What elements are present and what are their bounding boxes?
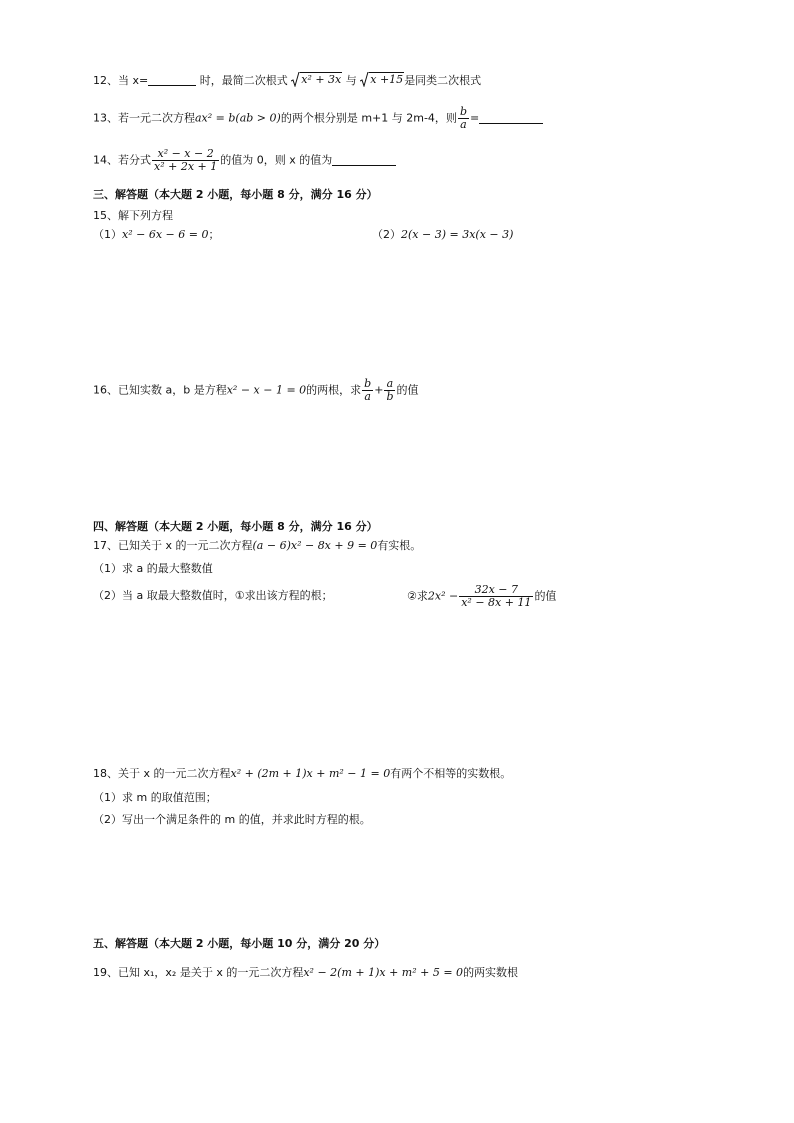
radical-2 <box>360 72 404 87</box>
section-heading-4: 四、解答题（本大题 2 小题，每小题 8 分，满分 16 分） <box>93 520 378 533</box>
fraction <box>152 148 219 173</box>
question-number: 13、 <box>93 111 118 125</box>
question-17-part-2: （2）当 a 取最大整数值时，①求出该方程的根； <box>93 589 333 602</box>
question-text: 已知关于 x 的一元二次方程 <box>118 539 253 552</box>
denominator: a <box>458 118 469 131</box>
question-text: 是同类二次根式 <box>404 74 482 87</box>
question-text: 的两个根分别是 m+1 与 2m-4，则 <box>280 111 457 125</box>
numerator: b <box>364 377 372 390</box>
numerator: x² − x − 2 <box>157 147 214 160</box>
part-label: （1） <box>93 228 122 241</box>
radicand: x +15 <box>370 73 404 86</box>
fraction <box>459 584 533 609</box>
plus-sign: + <box>374 383 384 397</box>
question-text: 解下列方程 <box>118 209 173 222</box>
denominator: b <box>386 390 394 403</box>
question-text: 已知实数 a，b 是方程 <box>118 383 227 397</box>
equation: (a − 6)x² − 8x + 9 = 0 <box>252 539 378 552</box>
question-text: 当 x= <box>118 74 149 87</box>
radical-1 <box>291 72 342 87</box>
question-number: 18、 <box>93 767 118 780</box>
question-19 <box>93 965 518 981</box>
radical-sign-icon <box>360 72 369 87</box>
equation: x² + (2m + 1)x + m² − 1 = 0 <box>230 767 391 780</box>
question-text: 有实根。 <box>377 539 422 552</box>
question-17 <box>93 538 421 554</box>
question-14 <box>93 148 396 173</box>
question-number: 12、 <box>93 74 118 87</box>
punctuation: ； <box>208 228 220 241</box>
question-text: 与 <box>345 74 357 87</box>
question-15-part-1 <box>93 227 219 243</box>
denominator: a <box>362 390 373 403</box>
fraction <box>362 378 373 403</box>
question-number: 19、 <box>93 966 118 979</box>
question-17-part-1: （1）求 a 的最大整数值 <box>93 562 213 575</box>
question-18 <box>93 766 511 782</box>
numerator: 32x − 7 <box>474 583 519 596</box>
question-text: 的两根，求 <box>306 383 362 397</box>
question-15-part-2 <box>372 227 513 243</box>
question-15 <box>93 208 173 224</box>
part-label: （2） <box>372 228 401 241</box>
equation: x² − 2(m + 1)x + m² + 5 = 0 <box>303 966 464 979</box>
question-text: 的两实数根 <box>463 966 519 979</box>
answer-blank <box>332 154 396 166</box>
numerator: a <box>386 377 394 390</box>
question-number: 16、 <box>93 383 118 397</box>
question-number: 15、 <box>93 209 118 222</box>
question-text: 的值 <box>396 383 419 397</box>
question-number: 17、 <box>93 539 118 552</box>
question-18-part-2: （2）写出一个满足条件的 m 的值，并求此时方程的根。 <box>93 813 371 826</box>
expression: 2x² − <box>427 589 459 603</box>
equation: x² − 6x − 6 = 0 <box>122 228 209 241</box>
question-16 <box>93 378 418 403</box>
denominator: x² − 8x + 11 <box>461 596 532 609</box>
question-17-part-2b <box>407 584 556 609</box>
question-text: 已知 x₁，x₂ 是关于 x 的一元二次方程 <box>118 966 304 979</box>
question-text: 若分式 <box>118 153 151 167</box>
question-text: 的值 <box>534 589 557 603</box>
question-number: 14、 <box>93 153 118 167</box>
radicand: x² + 3x <box>301 73 342 86</box>
fraction <box>384 378 395 403</box>
question-text: 时，最简二次根式 <box>196 74 288 87</box>
fraction <box>458 106 469 131</box>
question-18-part-1: （1）求 m 的取值范围； <box>93 791 217 804</box>
numerator: b <box>459 105 467 118</box>
section-heading-5: 五、解答题（本大题 2 小题，每小题 10 分，满分 20 分） <box>93 937 386 950</box>
equation: ax² = b(ab > 0) <box>195 111 281 125</box>
equation: x² − x − 1 = 0 <box>226 383 307 397</box>
question-text: 的值为 0，则 x 的值为 <box>220 153 333 167</box>
question-text: 有两个不相等的实数根。 <box>390 767 512 780</box>
question-text: ②求 <box>407 589 428 603</box>
denominator: x² + 2x + 1 <box>154 160 218 173</box>
radical-sign-icon <box>291 72 300 87</box>
question-13 <box>93 106 543 131</box>
answer-blank <box>479 112 543 124</box>
equals-sign: = <box>469 111 480 125</box>
question-text: 若一元二次方程 <box>118 111 195 125</box>
question-12 <box>93 72 481 89</box>
equation: 2(x − 3) = 3x(x − 3) <box>401 228 514 241</box>
section-heading-3: 三、解答题（本大题 2 小题，每小题 8 分，满分 16 分） <box>93 188 378 201</box>
answer-blank <box>148 74 196 86</box>
question-text: 关于 x 的一元二次方程 <box>118 767 231 780</box>
